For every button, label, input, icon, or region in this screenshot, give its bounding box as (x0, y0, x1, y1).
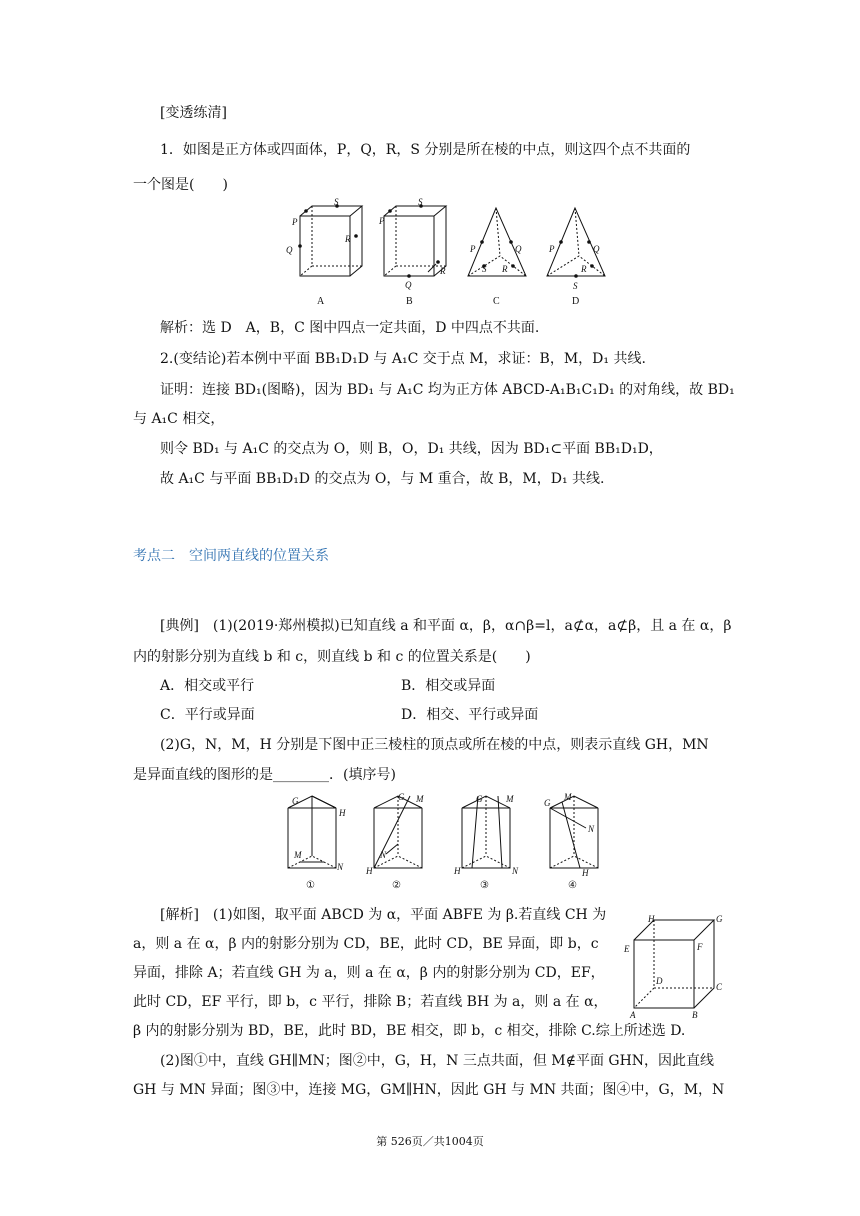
practice-header: [变透练清] (160, 105, 227, 121)
prism3-label-g: G (476, 794, 483, 804)
example-line-1: [典例] (1)(2019·郑州模拟)已知直线 a 和平面 α，β，α∩β=l，a⊄α，a⊄β，且 a 在 α，β (160, 618, 732, 634)
section-title: 考点二 空间两直线的位置关系 (133, 548, 329, 564)
cube-label-b: B (692, 1010, 698, 1020)
q2-proof-1: 证明：连接 BD₁(图略)，因为 BD₁ 与 A₁C 均为正方体 ABCD-A₁B₁C₁D₁ 的对角线，故 BD₁ (160, 382, 735, 398)
label-r-a: R (345, 234, 351, 244)
prism3-label-m: M (506, 794, 514, 804)
cube-label-f: F (697, 942, 703, 952)
fig-label-c: C (493, 296, 500, 307)
prism1-label-m: M (294, 850, 302, 860)
question-1-text: 1．如图是正方体或四面体，P，Q，R，S 分别是所在棱的中点，则这四个点不共面的 (160, 142, 691, 158)
label-p-c: P (470, 244, 476, 254)
prism4-label-g: G (544, 798, 551, 808)
prism2-label-h: H (366, 866, 373, 876)
label-s-c: S (482, 264, 487, 274)
prism-fig-label-2: ② (392, 880, 401, 891)
fig-label-b: B (406, 296, 413, 307)
solution-line-3: 异面，排除 A；若直线 GH 为 a，则 a 在 α，β 内的射影分别为 CD，EF， (133, 965, 605, 981)
cube-label-c: C (716, 982, 723, 992)
label-p-d: P (549, 244, 555, 254)
label-s-b: S (418, 198, 423, 207)
option-d: D．相交、平行或异面 (401, 707, 539, 723)
label-q-c: Q (515, 244, 522, 254)
prism1-label-g: G (292, 796, 299, 806)
solution-line-2: a，则 a 在 α，β 内的射影分别为 CD，BE，此时 CD，BE 异面，即 b，c (133, 936, 599, 952)
prism2-label-m: M (416, 794, 424, 804)
label-q-b: Q (405, 280, 412, 290)
q2-proof-3: 则令 BD₁ 与 A₁C 的交点为 O，则 B，O，D₁ 共线，因为 BD₁⊂平面 BB₁D₁D， (160, 441, 663, 457)
label-s-d: S (573, 281, 578, 291)
prism2-label-g: G (398, 792, 405, 802)
label-p-a: P (292, 217, 298, 227)
label-r-b: R (440, 266, 446, 276)
label-r-d: R (581, 264, 587, 274)
option-a: A．相交或平行 (160, 678, 255, 694)
label-q-d: Q (593, 244, 600, 254)
option-b: B．相交或异面 (401, 678, 496, 694)
question-1-text-cont: 一个图是( ) (133, 177, 228, 193)
prism2-label-n: N (380, 850, 387, 860)
prism4-label-h: H (582, 868, 589, 878)
figure-prisms (282, 788, 602, 892)
q2-text: 2.(变结论)若本例中平面 BB₁D₁D 与 A₁C 交于点 M，求证：B，M，D₁ 共线. (160, 351, 646, 367)
prism4-label-n: N (588, 824, 595, 834)
cube-label-d: D (656, 976, 663, 986)
cube-label-g: G (716, 914, 723, 924)
solution-line-1: [解析] (1)如图，取平面 ABCD 为 α，平面 ABFE 为 β.若直线 CH 为 (160, 907, 607, 923)
example-part2-line-1: (2)G，N，M，H 分别是下图中正三棱柱的顶点或所在棱的中点，则表示直线 GH，MN (160, 737, 709, 753)
fig-label-d: D (572, 296, 580, 307)
example-line-2: 内的射影分别为直线 b 和 c，则直线 b 和 c 的位置关系是( ) (133, 649, 531, 665)
example-part2-line-2: 是异面直线的图形的是________．(填序号) (133, 767, 396, 783)
prism-fig-label-4: ④ (568, 880, 577, 891)
prism1-label-n: N (337, 862, 344, 872)
figure-solids-abcd (278, 198, 618, 310)
solution-line-7: GH 与 MN 异面；图③中，连接 MG，GM∥HN，因此 GH 与 MN 共面；图④中，G，M，N (133, 1082, 725, 1098)
prism-fig-label-3: ③ (480, 880, 489, 891)
solution-line-6: (2)图①中，直线 GH∥MN；图②中，G，H，N 三点共面，但 M∉平面 GHN，因此直线 (160, 1053, 715, 1069)
label-s-a: S (334, 198, 339, 207)
option-c: C．平行或异面 (160, 707, 255, 723)
solution-line-4: 此时 CD，EF 平行，即 b，c 平行，排除 B；若直线 BH 为 a，则 a 在 α， (133, 994, 608, 1010)
fig-label-a: A (317, 296, 325, 307)
prism-fig-label-1: ① (306, 880, 315, 891)
prism1-label-h: H (339, 808, 346, 818)
solution-line-5: β 内的射影分别为 BD，BE，此时 BD，BE 相交，即 b，c 相交，排除 C.综上所述选 D. (133, 1023, 686, 1039)
q2-proof-4: 故 A₁C 与平面 BB₁D₁D 的交点为 O，与 M 重合，故 B，M，D₁ 共线. (160, 471, 605, 487)
prism3-label-n: N (512, 866, 519, 876)
label-q-a: Q (286, 245, 293, 255)
figure-cube-abcdefgh (622, 912, 728, 1020)
cube-label-a: A (630, 1010, 636, 1020)
label-r-c: R (502, 264, 508, 274)
label-p-b: P (379, 216, 385, 226)
cube-label-e: E (624, 944, 630, 954)
prism4-label-m: M (564, 792, 572, 802)
prism3-label-h: H (454, 866, 461, 876)
page-footer: 第 526页／共1004页 (376, 1135, 484, 1148)
q2-proof-2: 与 A₁C 相交， (133, 411, 225, 427)
q1-answer: 解析：选 D A，B，C 图中四点一定共面，D 中四点不共面. (160, 320, 540, 336)
cube-label-h: H (648, 914, 655, 924)
